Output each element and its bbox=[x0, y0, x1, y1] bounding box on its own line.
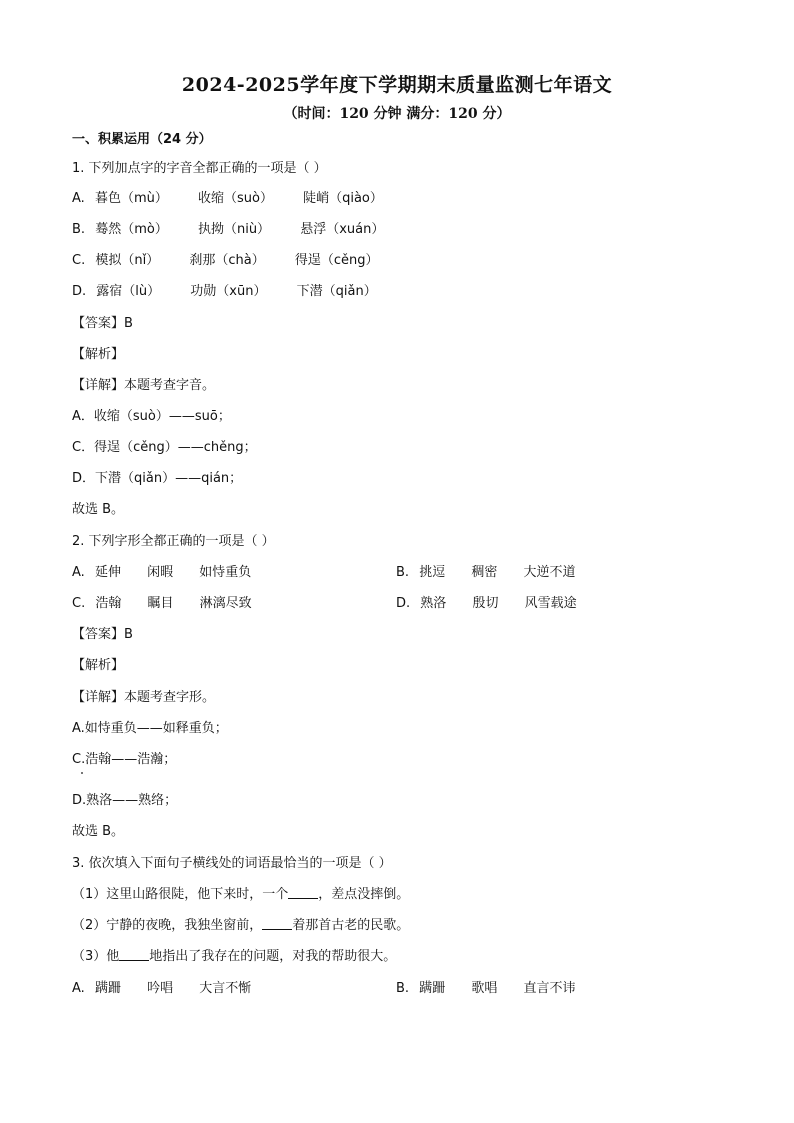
q2-option-b bbox=[396, 564, 576, 582]
q1-explanation-line: A．收缩（suò）——suō； bbox=[72, 409, 231, 424]
sentence-text: 着那首古老的民歌。 bbox=[292, 918, 410, 933]
option-word: 熟洛 bbox=[420, 596, 447, 611]
q1-option-d bbox=[72, 283, 377, 301]
option-label: A. bbox=[72, 981, 85, 996]
q1-option-a bbox=[72, 190, 383, 208]
answer-value: B bbox=[124, 316, 133, 331]
q2-answer bbox=[72, 626, 133, 644]
option-label: D. bbox=[396, 596, 411, 611]
option-label: A. bbox=[72, 191, 85, 206]
q2-conclusion: 故选 B。 bbox=[72, 824, 125, 839]
sentence-text: （1）这里山路很陡，他下来时，一个 bbox=[72, 887, 289, 902]
option-word: 瞩目 bbox=[147, 596, 174, 611]
detail-tag: 【详解】 bbox=[72, 378, 125, 393]
detail-text: 本题考查字形。 bbox=[124, 690, 216, 705]
option-word: 风雪载途 bbox=[524, 596, 577, 611]
q1-conclusion: 故选 B。 bbox=[72, 502, 125, 517]
sentence-text: （3）他 bbox=[72, 949, 120, 964]
option-word: 露宿（lù） bbox=[96, 284, 161, 299]
option-word: 蓦然（mò） bbox=[95, 222, 168, 237]
option-word: 歌唱 bbox=[471, 981, 498, 996]
q2-analysis-tag: 【解析】 bbox=[72, 658, 125, 673]
q2-option-d bbox=[396, 595, 577, 613]
question-1-stem: 1. 下列加点字的字音全都正确的一项是（ ） bbox=[72, 161, 327, 176]
sentence-text: （2）宁静的夜晚，我独坐窗前， bbox=[72, 918, 263, 933]
option-label: C. bbox=[72, 596, 86, 611]
option-word: 挑逗 bbox=[419, 565, 446, 580]
section-heading: 一、积累运用（24 分） bbox=[72, 132, 212, 147]
detail-tag: 【详解】 bbox=[72, 690, 125, 705]
q1-explanation-line: C．得逞（cěng）——chěng； bbox=[72, 440, 257, 455]
option-label: C. bbox=[72, 253, 86, 268]
option-word: 陡峭（qiào） bbox=[303, 191, 383, 206]
q1-answer bbox=[72, 315, 133, 333]
q3-sentence-1 bbox=[72, 886, 409, 904]
sentence-text: ，差点没摔倒。 bbox=[318, 887, 410, 902]
option-word: 稠密 bbox=[471, 565, 498, 580]
q3-sentence-2 bbox=[72, 917, 409, 935]
option-word: 悬浮（xuán） bbox=[300, 222, 385, 237]
option-word: 殷切 bbox=[472, 596, 499, 611]
q1-option-c bbox=[72, 252, 379, 270]
option-label: B. bbox=[396, 565, 410, 580]
fill-blank bbox=[119, 948, 149, 961]
q2-option-c bbox=[72, 595, 252, 613]
q2-explanation-line: A.如恃重负——如释重负； bbox=[72, 721, 228, 736]
option-word: 执拗（niù） bbox=[197, 222, 271, 237]
q1-detail bbox=[72, 377, 215, 395]
option-word: 功勋（xūn） bbox=[190, 284, 267, 299]
q2-explanation-line: C.浩翰——浩瀚； bbox=[72, 752, 177, 767]
sentence-text: 地指出了我存在的问题，对我的帮助很大。 bbox=[149, 949, 397, 964]
answer-tag: 【答案】 bbox=[72, 627, 125, 642]
q1-analysis-tag: 【解析】 bbox=[72, 347, 125, 362]
q1-option-b bbox=[72, 221, 384, 239]
question-3-stem: 3. 依次填入下面句子横线处的词语最恰当的一项是（ ） bbox=[72, 856, 392, 871]
fill-blank bbox=[288, 886, 318, 899]
option-word: 模拟（nǐ） bbox=[95, 253, 160, 268]
option-word: 蹒跚 bbox=[94, 981, 121, 996]
option-word: 吟唱 bbox=[147, 981, 174, 996]
q3-sentence-3 bbox=[72, 948, 396, 966]
option-word: 得逞（cěng） bbox=[294, 253, 379, 268]
option-word: 大言不惭 bbox=[199, 981, 252, 996]
page-title: 2024-2025学年度下学期期末质量监测七年语文 bbox=[181, 74, 613, 96]
page-subtitle: （时间：120 分钟 满分：120 分） bbox=[283, 106, 511, 122]
option-label: D. bbox=[72, 284, 87, 299]
option-word: 下潜（qiǎn） bbox=[296, 284, 377, 299]
q2-detail bbox=[72, 689, 215, 707]
question-2-stem: 2. 下列字形全都正确的一项是（ ） bbox=[72, 534, 275, 549]
detail-text: 本题考查字音。 bbox=[124, 378, 216, 393]
option-word: 淋漓尽致 bbox=[199, 596, 252, 611]
q2-option-a bbox=[72, 564, 251, 582]
option-label: B. bbox=[396, 981, 410, 996]
fill-blank bbox=[262, 917, 292, 930]
option-word: 延伸 bbox=[94, 565, 121, 580]
option-word: 暮色（mù） bbox=[94, 191, 168, 206]
answer-value: B bbox=[124, 627, 133, 642]
stray-dot bbox=[81, 772, 83, 774]
option-word: 直言不讳 bbox=[523, 981, 576, 996]
option-label: A. bbox=[72, 565, 85, 580]
q1-explanation-line: D．下潜（qiǎn）——qián； bbox=[72, 471, 243, 486]
option-word: 收缩（suò） bbox=[197, 191, 273, 206]
option-word: 蹒跚 bbox=[419, 981, 446, 996]
q3-option-b bbox=[396, 980, 576, 998]
option-word: 浩翰 bbox=[95, 596, 122, 611]
option-word: 如恃重负 bbox=[199, 565, 252, 580]
answer-tag: 【答案】 bbox=[72, 316, 125, 331]
option-word: 闲暇 bbox=[147, 565, 174, 580]
q3-option-a bbox=[72, 980, 251, 998]
option-label: B. bbox=[72, 222, 86, 237]
option-word: 刹那（chà） bbox=[189, 253, 265, 268]
option-word: 大逆不道 bbox=[523, 565, 576, 580]
q2-explanation-line: D.熟洛——熟络； bbox=[72, 793, 178, 808]
